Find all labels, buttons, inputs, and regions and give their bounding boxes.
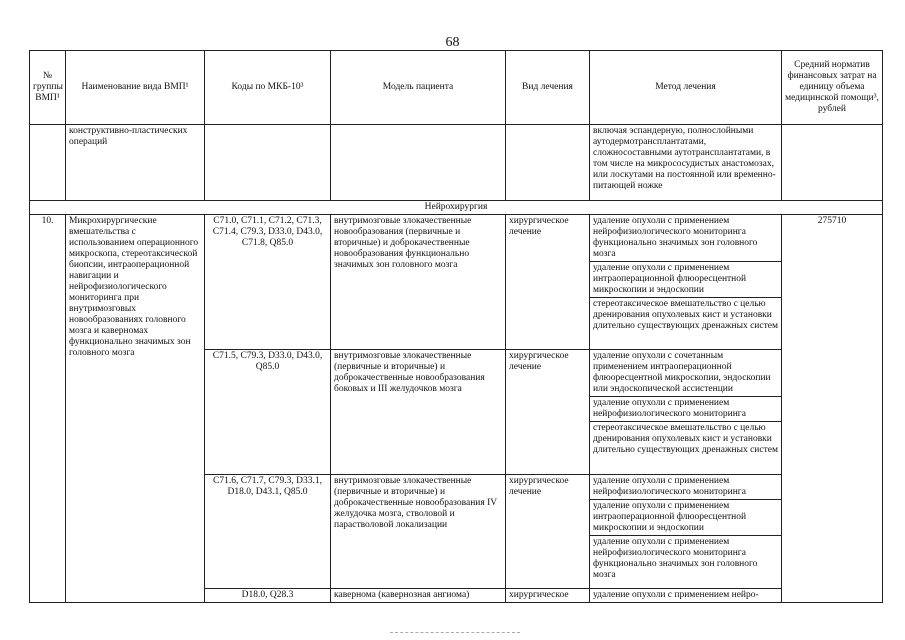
row-type: хирургическое лечение — [506, 475, 590, 589]
row-type: хирургическое — [506, 589, 590, 603]
group-cost: 275710 — [782, 215, 883, 603]
cont-name: конструктивно-пластических операций — [66, 125, 205, 201]
method-item: удаление опухоли с применением нейрофизиологического мониторинга — [590, 397, 781, 422]
row-model: внутримозговые злокачественные (первичные и вторичные) и доброкачественные новообразования боковых и III желудочков мозга — [331, 350, 506, 475]
cont-model — [331, 125, 506, 201]
header-icd-codes: Коды по МКБ-10³ — [205, 51, 331, 125]
vmp-table — [29, 50, 883, 603]
row-model: внутримозговые злокачественные новообразования (первичные и вторичные) и доброкачественные новообразования функционально значимых зон головного мозга — [331, 215, 506, 350]
row-methods — [590, 475, 782, 589]
header-patient-model: Модель пациента — [331, 51, 506, 125]
cont-cost — [782, 125, 883, 201]
method-item: удаление опухоли с применением нейро- — [593, 590, 759, 600]
method-item: удаление опухоли с применением интраоперационной флюоресцентной микроскопии и эндоскопии — [590, 262, 781, 298]
header-vmp-name: Наименование вида ВМП¹ — [66, 51, 205, 125]
header-treatment-type: Вид лечения — [506, 51, 590, 125]
header-row — [30, 51, 883, 125]
row-methods — [590, 215, 782, 350]
method-item: удаление опухоли с применением нейрофизиологического мониторинга функционально значимых зон головного мозга — [593, 537, 758, 580]
method-item: удаление опухоли с применением нейрофизиологического мониторинга функционально значимых зон головного мозга — [590, 215, 781, 262]
header-group-no: № группы ВМП¹ — [30, 51, 66, 125]
method-item: стереотаксическое вмешательство с целью дренирования опухолевых кист и установки длительно существующих дренажных систем — [593, 423, 778, 455]
row-codes: D18.0, Q28.3 — [205, 589, 331, 603]
section-title: Нейрохирургия — [30, 201, 883, 215]
method-item: стереотаксическое вмешательство с целью дренирования опухолевых кист и установки длительно существующих дренажных систем — [593, 299, 778, 331]
method-item: удаление опухоли с применением нейрофизиологического мониторинга — [590, 475, 781, 500]
cont-method: включая эспандерную, полнослойными аутодермотрансплантатами, сложносоставными аутотрансплантатами, в том числе на микрососудистых анастомозах, или лоскутами на постоянной или временно-питающей ножке — [590, 125, 782, 201]
row-methods — [590, 589, 782, 603]
header-treatment-method: Метод лечения — [590, 51, 782, 125]
continuation-row — [30, 125, 883, 201]
row-codes: C71.0, C71.1, C71.2, C71.3, C71.4, C79.3, D33.0, D43.0, C71.8, Q85.0 — [205, 215, 331, 350]
row-methods — [590, 350, 782, 475]
section-row — [30, 201, 883, 215]
group-name: Микрохирургические вмешательства с использованием операционного микроскопа, стереотаксической биопсии, интраоперационной навигации и нейрофизиологического мониторинга при внутримозговых новообразованиях головного мозга и каверномах функционально значимых зон головного мозга — [66, 215, 205, 603]
cont-codes — [205, 125, 331, 201]
row-model: внутримозговые злокачественные (первичные и вторичные) и доброкачественные новообразования IV желудочка мозга, стволовой и парастволовой локализации — [331, 475, 506, 589]
cont-group-no — [30, 125, 66, 201]
row-codes: C71.6, C71.7, C79.3, D33.1, D18.0, D43.1, Q85.0 — [205, 475, 331, 589]
row-type: хирургическое лечение — [506, 215, 590, 350]
row-type: хирургическое лечение — [506, 350, 590, 475]
method-item: удаление опухоли с применением интраоперационной флюоресцентной микроскопии и эндоскопии — [590, 500, 781, 536]
group-number: 10. — [30, 215, 66, 603]
scan-artifact — [390, 632, 520, 635]
row-model: кавернома (кавернозная ангиома) — [331, 589, 506, 603]
method-item: удаление опухоли с сочетанным применением интраоперационной флюоресцентной микроскопии, эндоскопии или эндоскопической ассистенции — [590, 350, 781, 397]
page-number: 68 — [445, 35, 460, 50]
header-avg-cost: Средний норматив финансовых затрат на единицу объема медицинской помощи³, рублей — [782, 51, 883, 125]
cont-type — [506, 125, 590, 201]
row-codes: C71.5, C79.3, D33.0, D43.0, Q85.0 — [205, 350, 331, 475]
table-row — [30, 215, 883, 350]
